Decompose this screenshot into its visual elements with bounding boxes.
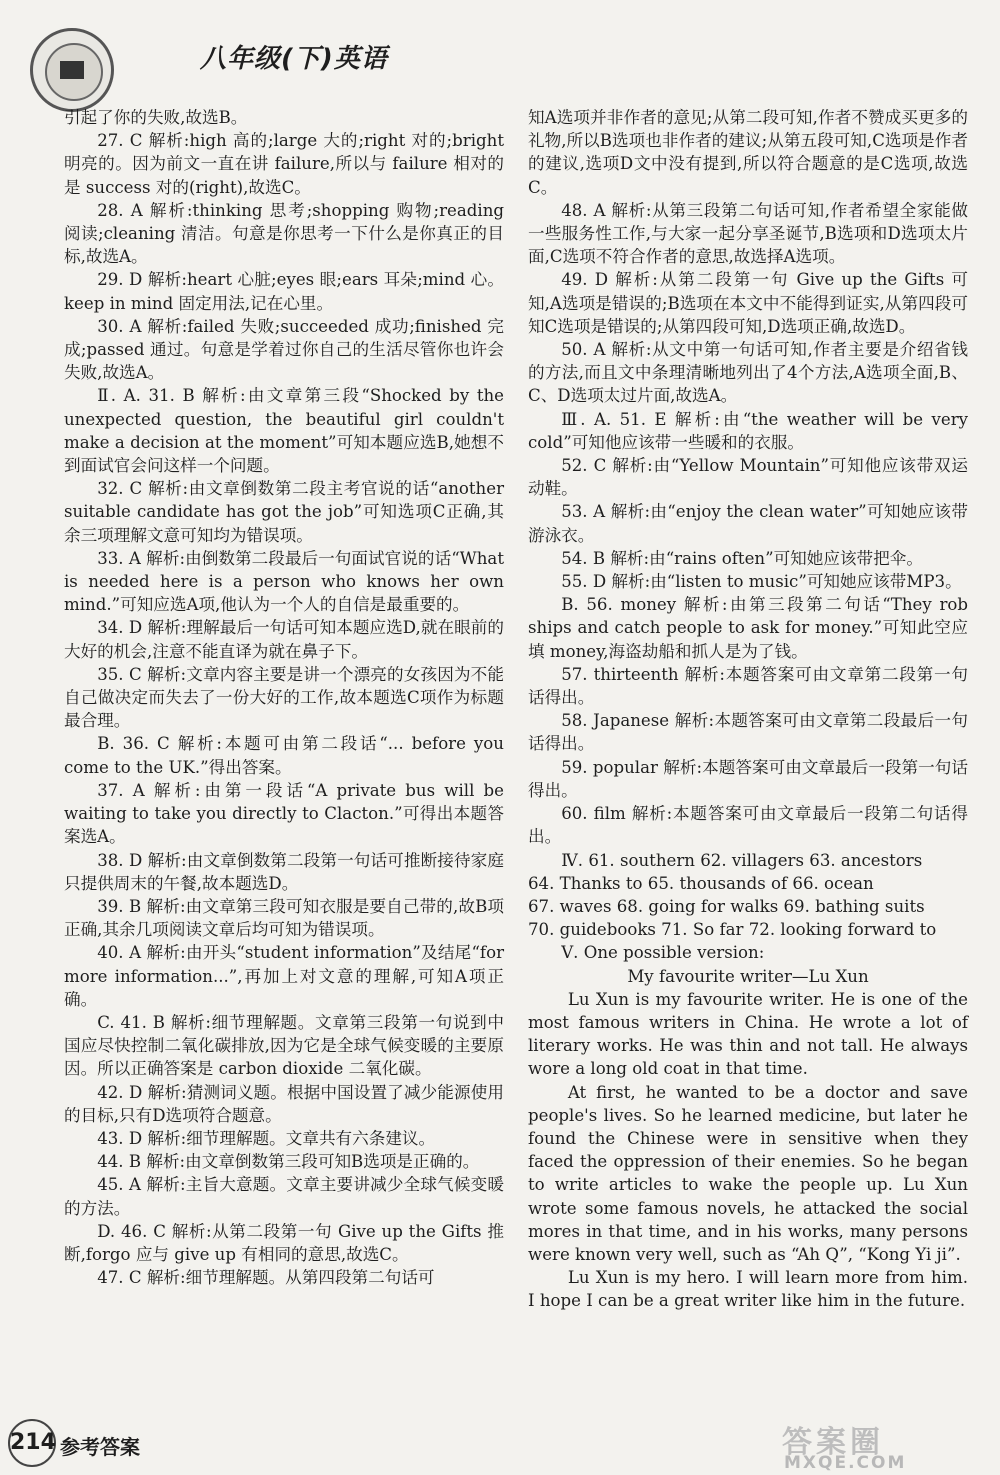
answer-paragraph: 32. C 解析:由文章倒数第二段主考官说的话“another suitable candidate has got the job”可知选项C正确,其余三项理解文意可知均为错误项。	[64, 479, 504, 545]
page-heading: 八年级(下)英语	[200, 44, 388, 74]
answer-paragraph: 67. waves 68. going for walks 69. bathing suits	[528, 896, 925, 916]
answer-paragraph: At first, he wanted to be a doctor and save people's lives. So he learned medicine, but later he found the Chinese were in sensitive when they faced the oppression of their enemies. So he began to write articles to wake the people up. Lu Xun wrote some famous novels, he attacked the social mores in that time, and in his works, many persons were known very well, such as “Ah Q”, “Kong Yi ji”.	[528, 1082, 968, 1264]
answer-paragraph: 知A选项并非作者的意见;从第二段可知,作者不赞成买更多的礼物,所以B选项也非作者的建议;从第五段可知,C选项是作者的建议,选项D文中没有提到,所以符合题意的是C选项,故选C。	[528, 108, 968, 197]
answer-paragraph: 28. A 解析:thinking 思考;shopping 购物;reading 阅读;cleaning 清洁。句意是你思考一下什么是你真正的目标,故选A。	[64, 200, 504, 267]
answer-paragraph: 57. thirteenth 解析:本题答案可由文章第二段第一句话得出。	[528, 664, 968, 708]
answer-paragraph: Ⅴ. One possible version:	[561, 943, 765, 963]
answer-paragraph: 37. A 解析:由第一段话“A private bus will be waiting to take you directly to Clacton.”可得出本题答案选A。	[64, 780, 504, 847]
page-header	[0, 0, 1000, 100]
answer-paragraph: 33. A 解析:由倒数第二段最后一句面试官说的话“What is needed here is a person who knows her own mind.”可知应选A项,他认为一个人的自信是最重要的。	[64, 548, 504, 615]
answer-paragraph: My favourite writer—Lu Xun	[627, 966, 869, 986]
right-answer-column	[528, 106, 968, 1313]
answer-paragraph: 48. A 解析:从第三段第二句话可知,作者希望全家能做一些服务性工作,与大家一起分享圣诞节,B选项和D选项太片面,C选项不符合作者的意思,故选择A选项。	[528, 200, 968, 267]
answer-paragraph: 34. D 解析:理解最后一句话可知本题应选D,就在眼前的大好的机会,注意不能直译为就在鼻子下。	[64, 618, 504, 661]
answer-paragraph: 27. C 解析:high 高的;large 大的;right 对的;bright 明亮的。因为前文一直在讲 failure,所以与 failure 相对的是 success 对的(right),故选C。	[64, 131, 504, 197]
answer-paragraph: C. 41. B 解析:细节理解题。文章第三段第一句说到中国应尽快控制二氧化碳排放,因为它是全球气候变暖的主要原因。所以正确答案是 carbon dioxide 二氧化碳。	[64, 1012, 504, 1079]
answer-paragraph: 42. D 解析:猜测词义题。根据中国设置了减少能源使用的目标,只有D选项符合题意。	[64, 1082, 504, 1125]
answer-paragraph: 50. A 解析:从文中第一句话可知,作者主要是介绍省钱的方法,而且文中条理清晰地列出了4个方法,A选项全面,B、C、D选项太过片面,故选A。	[528, 340, 968, 406]
answer-paragraph: 35. C 解析:文章内容主要是讲一个漂亮的女孩因为不能自己做决定而失去了一份大好的工作,故本题选C项作为标题最合理。	[64, 664, 504, 731]
book-seal-icon	[30, 28, 114, 112]
answer-paragraph: 64. Thanks to 65. thousands of 66. ocean	[528, 873, 874, 893]
answer-paragraph: Lu Xun is my hero. I will learn more from him. I hope I can be a great writer like him in the future.	[528, 1268, 968, 1311]
answer-paragraph: 52. C 解析:由“Yellow Mountain”可知他应该带双运动鞋。	[528, 456, 968, 499]
answer-paragraph: 38. D 解析:由文章倒数第二段第一句话可推断接待家庭只提供周末的午餐,故本题选D。	[64, 850, 504, 893]
answer-paragraph: 58. Japanese 解析:本题答案可由文章第二段最后一句话得出。	[528, 711, 968, 754]
answer-paragraph: Ⅲ. A. 51. E 解析:由“the weather will be very cold”可知他应该带一些暖和的衣服。	[528, 409, 968, 452]
answer-paragraph: 29. D 解析:heart 心脏;eyes 眼;ears 耳朵;mind 心。keep in mind 固定用法,记在心里。	[64, 270, 504, 313]
answer-paragraph: 43. D 解析:细节理解题。文章共有六条建议。	[97, 1128, 436, 1148]
answer-paragraph: 40. A 解析:由开头“student information”及结尾“for more information...”,再加上对文意的理解,可知A项正确。	[64, 943, 504, 1009]
answer-paragraph: Ⅳ. 61. southern 62. villagers 63. ancestors	[561, 850, 923, 870]
answer-paragraph: D. 46. C 解析:从第二段第一句 Give up the Gifts 推断,forgo 应与 give up 有相同的意思,故选C。	[64, 1221, 504, 1264]
footer-label: 参考答案	[60, 1435, 140, 1459]
answer-paragraph: B. 36. C 解析:本题可由第二段话“... before you come to the UK.”得出答案。	[64, 734, 504, 777]
answer-paragraph: 60. film 解析:本题答案可由文章最后一段第二句话得出。	[528, 804, 968, 847]
left-answer-column	[64, 106, 504, 1289]
page-footer	[0, 1405, 1000, 1475]
answer-paragraph: B. 56. money 解析:由第三段第二句话“They rob ships and catch people to ask for money.”可知此空应填 money,海盗劫船和抓人是为了钱。	[528, 595, 968, 661]
answer-paragraph: 54. B 解析:由“rains often”可知她应该带把伞。	[561, 548, 923, 568]
answer-paragraph: Ⅱ. A. 31. B 解析:由文章第三段“Shocked by the unexpected question, the beautiful girl couldn't make a decision at the moment”可知本题应选B,她想不到面试官会问这样一个问题。	[64, 386, 504, 476]
answer-paragraph: 45. A 解析:主旨大意题。文章主要讲减少全球气候变暖的方法。	[64, 1175, 504, 1218]
watermark-text: 答案圈	[782, 1425, 884, 1460]
answer-paragraph: 53. A 解析:由“enjoy the clean water”可知她应该带游泳衣。	[528, 502, 968, 545]
answer-paragraph: 49. D 解析:从第二段第一句 Give up the Gifts 可知,A选项是错误的;B选项在本文中不能得到证实,从第四段可知C选项是错误的;从第四段可知,D选项正确,故选D。	[528, 270, 968, 336]
page-number: 214	[8, 1419, 56, 1467]
answer-paragraph: 55. D 解析:由“listen to music”可知她应该带MP3。	[561, 572, 962, 592]
answer-paragraph: 59. popular 解析:本题答案可由文章最后一段第一句话得出。	[528, 757, 968, 800]
answer-paragraph: 39. B 解析:由文章第三段可知衣服是要自己带的,故B项正确,其余几项阅读文章后均可知为错误项。	[64, 896, 504, 940]
answer-paragraph: Lu Xun is my favourite writer. He is one of the most famous writers in China. He wrote a lot of literary works. He was thin and not tall. He always wore a long old coat in that time.	[528, 989, 968, 1079]
watermark-site: MXQE.COM	[784, 1453, 907, 1473]
answer-paragraph: 引起了你的失败,故选B。	[64, 108, 248, 127]
answer-paragraph: 44. B 解析:由文章倒数第三段可知B选项是正确的。	[97, 1152, 480, 1172]
answer-paragraph: 30. A 解析:failed 失败;succeeded 成功;finished 完成;passed 通过。句意是学着过你自己的生活尽管你也许会失败,故选A。	[64, 316, 504, 383]
answer-paragraph: 47. C 解析:细节理解题。从第四段第二句话可	[97, 1268, 435, 1288]
answer-paragraph: 70. guidebooks 71. So far 72. looking forward to	[528, 920, 937, 940]
watermark-logo	[782, 1413, 982, 1473]
